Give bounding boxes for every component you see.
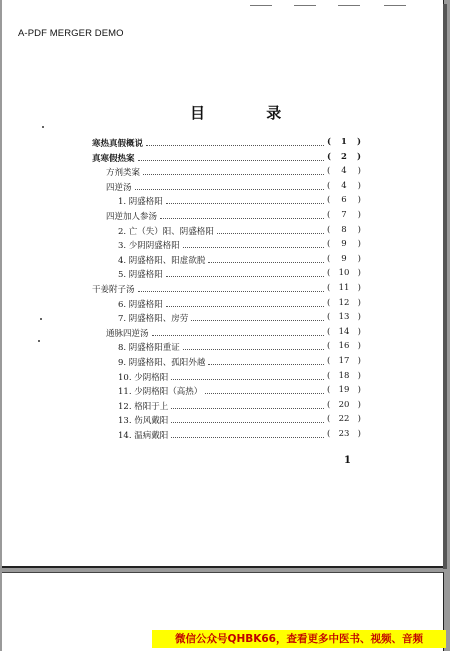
- toc-leader-dots: [171, 429, 324, 438]
- toc-leader-dots: [152, 327, 324, 336]
- toc-entry: [118, 429, 361, 442]
- toc-page-ref: ( 14 ): [327, 326, 361, 337]
- scan-speck: [42, 126, 44, 128]
- toc-entry-label: 10. 少阴格阳: [118, 372, 169, 383]
- scan-speck: [38, 340, 40, 342]
- toc-entry: [92, 283, 361, 296]
- toc-entry: [118, 268, 361, 281]
- page-number: 1: [344, 455, 351, 466]
- top-dash: [384, 5, 406, 6]
- toc-page-number: 18: [338, 370, 350, 381]
- toc-leader-dots: [138, 283, 324, 292]
- toc-entry: [106, 327, 361, 340]
- toc-page-ref: ( 10 ): [327, 268, 361, 279]
- toc-page-number: 4: [341, 180, 347, 191]
- toc-page-ref: ( 11 ): [327, 283, 361, 293]
- toc-entry: [118, 298, 361, 311]
- toc-entry: [118, 414, 361, 427]
- toc-entry-label: 14. 温病戴阳: [118, 431, 169, 441]
- toc-entry: [118, 356, 361, 369]
- toc-page-ref: ( 17 ): [327, 356, 361, 366]
- toc-entry-label: 8. 阴盛格阳重证: [118, 343, 180, 354]
- toc-page-number: 9: [341, 253, 347, 264]
- toc-page-number: 2: [341, 151, 347, 162]
- toc-leader-dots: [166, 268, 324, 277]
- toc-page-ref: ( 9 ): [327, 239, 361, 250]
- toc-page-ref: ( 13 ): [327, 312, 361, 323]
- toc-leader-dots: [138, 152, 324, 161]
- toc-page-ref: ( 18 ): [327, 370, 361, 381]
- toc-entry-label: 2. 亡（失）阳、阴盛格阳: [118, 226, 214, 237]
- toc-page-ref: ( 16 ): [327, 341, 361, 352]
- toc-entry-label: 7. 阴盛格阳、房劳: [118, 314, 189, 325]
- toc-leader-dots: [171, 414, 324, 423]
- toc-page-number: 11: [338, 283, 350, 293]
- toc-leader-dots: [171, 400, 324, 409]
- toc-page-number: 14: [338, 326, 350, 337]
- toc-page-ref: ( 22 ): [327, 414, 361, 425]
- toc-entry: [118, 225, 361, 238]
- toc-leader-dots: [183, 239, 324, 248]
- toc-entry-label: 3. 少阴阴盛格阳: [118, 241, 180, 252]
- toc-entry: [118, 254, 361, 267]
- toc-page-ref: ( 1 ): [327, 137, 361, 147]
- toc-page-number: 23: [338, 429, 350, 439]
- toc-entry: [92, 137, 361, 150]
- toc-page-ref: ( 2 ): [327, 151, 361, 162]
- toc-entry-label: 寒热真假概说: [92, 139, 144, 149]
- toc-entry-label: 9. 阴盛格阳、孤阳外越: [118, 358, 206, 368]
- toc-entry-label: 四逆汤: [106, 182, 132, 193]
- top-dash: [250, 5, 272, 6]
- toc-leader-dots: [183, 341, 324, 350]
- toc-page-number: 17: [338, 356, 350, 366]
- toc-leader-dots: [191, 312, 324, 321]
- toc-entry-label: 四逆加人参汤: [106, 212, 158, 222]
- toc-page-ref: ( 8 ): [327, 224, 361, 235]
- promo-banner: 微信公众号QHBK66，查看更多中医书、视频、音频: [152, 630, 446, 648]
- top-dash: [338, 5, 360, 6]
- toc-page-number: 7: [341, 210, 347, 220]
- toc-entry: [92, 152, 361, 165]
- toc-page-ref: ( 4 ): [327, 180, 361, 191]
- toc-entry: [118, 371, 361, 384]
- toc-page-number: 16: [338, 341, 350, 352]
- document-page: [2, 0, 444, 568]
- toc-page-number: 19: [338, 385, 350, 396]
- toc-title: 目 录: [190, 104, 310, 122]
- toc-entry-label: 5. 阴盛格阳: [118, 270, 163, 281]
- toc-entry: [118, 312, 361, 325]
- toc-leader-dots: [208, 254, 324, 263]
- toc-page-number: 13: [338, 312, 350, 323]
- toc-page-number: 1: [341, 137, 347, 147]
- toc-page-ref: ( 4 ): [327, 166, 361, 177]
- toc-page-ref: ( 12 ): [327, 297, 361, 308]
- scan-speck: [40, 318, 42, 320]
- toc-leader-dots: [143, 166, 324, 175]
- toc-entry-label: 方剂类案: [106, 168, 141, 179]
- toc-page-ref: ( 20 ): [327, 399, 361, 410]
- toc-page-number: 8: [341, 224, 347, 235]
- top-dash: [294, 5, 316, 6]
- toc-page-number: 20: [338, 399, 350, 410]
- toc-page-ref: ( 23 ): [327, 429, 361, 439]
- toc-leader-dots: [135, 181, 324, 190]
- toc-page-number: 9: [341, 239, 347, 250]
- toc-leader-dots: [166, 298, 324, 307]
- toc-entry: [106, 166, 361, 179]
- toc-page-ref: ( 9 ): [327, 253, 361, 264]
- toc-entry-label: 真寒假热案: [92, 153, 135, 164]
- toc-entry-label: 6. 阴盛格阳: [118, 299, 163, 310]
- toc-leader-dots: [205, 385, 324, 394]
- toc-entry: [118, 239, 361, 252]
- demo-watermark: A-PDF MERGER DEMO: [18, 28, 124, 39]
- toc-leader-dots: [171, 371, 324, 380]
- toc-page-number: 22: [338, 414, 350, 425]
- toc-page-ref: ( 19 ): [327, 385, 361, 396]
- toc-leader-dots: [208, 356, 324, 365]
- toc-page-number: 6: [341, 195, 347, 206]
- toc-page-number: 10: [338, 268, 350, 279]
- toc-entry: [118, 341, 361, 354]
- toc-leader-dots: [217, 225, 324, 234]
- toc-entry-label: 1. 阴盛格阳: [118, 197, 163, 208]
- toc-page-number: 12: [338, 297, 350, 308]
- toc-leader-dots: [146, 137, 324, 146]
- toc-entry-label: 4. 阴盛格阳、阳虚欲脱: [118, 255, 206, 266]
- toc-entry-label: 12. 格阳于上: [118, 401, 169, 412]
- toc-entry-label: 干姜附子汤: [92, 285, 135, 295]
- toc-page-ref: ( 7 ): [327, 210, 361, 220]
- toc-entry-label: 11. 少阴格阳（高热）: [118, 387, 203, 398]
- toc-entry: [106, 181, 361, 194]
- page-shadow: [443, 4, 447, 569]
- toc-entry: [118, 195, 361, 208]
- toc-leader-dots: [166, 195, 324, 204]
- toc-page-number: 4: [341, 166, 347, 177]
- toc-entry: [106, 210, 361, 223]
- toc-entry-label: 通脉四逆汤: [106, 328, 149, 339]
- toc-entry-label: 13. 伤风戴阳: [118, 416, 169, 427]
- toc-entry: [118, 385, 361, 398]
- toc-leader-dots: [160, 210, 324, 219]
- toc-entry: [118, 400, 361, 413]
- toc-page-ref: ( 6 ): [327, 195, 361, 206]
